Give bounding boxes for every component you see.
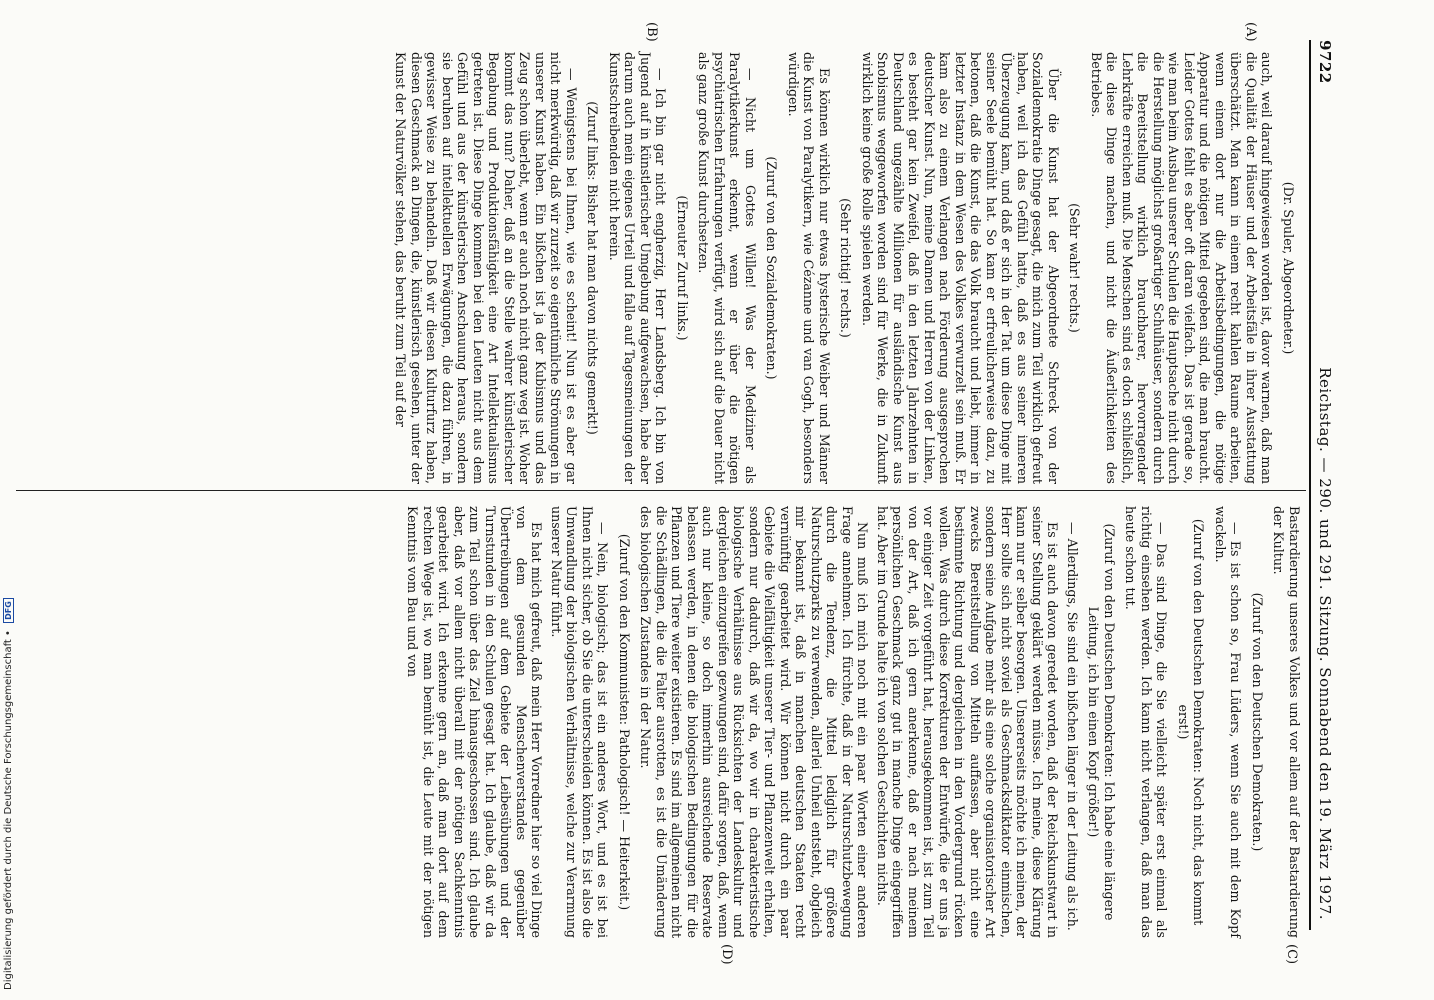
paragraph: — Wenigstens bei Ihnen, wie es scheint! Nun ist es aber gar nicht merkwürdig, daß wir zurzeit so eigentümliche Strömungen in unserer Kunst haben. Ein bißchen ist ja der Kubismus und das Zeug schon überlebt, wenn er auch noch nicht ganz weg ist. Woher kommt das nun? Daher, daß an die Stelle wahrer künstlerischer Begabung und Produktionsfähigkeit eine Art Intellektualismus getreten ist. Diese Dinge kommen bei den Leuten nicht aus dem Gefühl und aus der künstlerischen Anschauung heraus, sondern sie beruhen auf intellektuellen Erwägungen, die dazu führen, in gewisser Weise zu behandeln. Daß wir diesen Kulturfurz haben, diesen Geschmack an Dingen, die, künstlerisch gesehen, unter der Kunst der Naturvölker stehen, das beruht zum Teil auf der (393, 52, 579, 484)
interjection: (Zuruf von den Deutschen Demokraten: Noch nicht, das kommt erst!) (1176, 518, 1207, 926)
paragraph: Nun muß ich mich noch mit ein paar Worten einer anderen Frage annehmen. Ich fürchte, daß in der Naturschutzbewegung durch die Tendenz, die Mittel lediglich für größere Naturschutzparks zu verwenden, allerlei Unheil entsteht, obgleich mir bekannt ist, daß in manchen deutschen Staaten recht vernünftig gearbeitet wird. Wir können nicht durch ein paar Gebiete die Vielfältigkeit unserer Tier- und Pflanzenwelt erhalten, sondern nur dadurch, daß wir da, wo wir in charakteristische biologische Verhältnisse aus Rücksichten der Landeskultur und dergleichen einzugreifen gezwungen sind, dafür sorgen, daß, wenn auch nur kleine, so doch immerhin ausreichende Reservate belassen werden, in denen die biologischen Bedingungen für die Pflanzen und Tiere weiter existieren. Es sind im allgemeinen nicht die Schädlingen, die die Falter ausrotten, es ist die Umänderung des biologischen Zustandes in der Natur. (638, 506, 871, 938)
margin-mark-d: (D) (719, 944, 734, 965)
credit-strip (0, 0, 20, 1000)
digitization-credit (3, 598, 14, 990)
margin-mark-a: (A) (1243, 22, 1258, 42)
right-column (401, 506, 1302, 938)
paragraph: — Nein, biologisch; das ist ein anderes Wort, und es ist bei Ihnen nicht sicher, ob Sie die unterscheiden können. Es ist also die Umwandlung der biologischen Verhältnisse, welche zur Verarmung unserer Natur führt. (549, 506, 611, 938)
paragraph: Es können wirklich nur etwas hysterische Weiber und Männer die Kunst von Paralytikern, wie Cézanne und van Gogh, besonders würdigen. (786, 52, 832, 484)
interjection: (Zuruf von den Sozialdemokraten.) (764, 156, 780, 380)
credit-text: Digitalisierung gefördert durch die Deutsche Forschungsgemeinschaft • (3, 630, 14, 990)
running-title: Reichstag. — 290. und 291. Sitzung. Sonnabend den 19. März 1927. (1316, 367, 1334, 920)
paragraph: — Allerdings, Sie sind ein bißchen länger in der Leitung als ich. (1065, 522, 1080, 931)
paragraph: Über die Kunst hat der Abgeordnete Schreck von der Sozialdemokratie Dinge gesagt, die mich zum Teil wirklich gefreut haben, weil ich das Gefühl hatte, daß es aus seiner inneren Überzeugung kam, und daß er sich in der Tat um diese Dinge mit seiner Seele bemüht hat. So kam er erfreulicherweise dazu, zu betonen, daß die Kunst, die das Volk braucht und liebt, immer in letzter Instanz in dem Wesen des Volkes verwurzelt sein muß. Er kam also zu einem Verlangen nach Förderung ausgesprochen deutscher Kunst. Nun, meine Damen und Herren von der Linken, es besteht gar kein Zweifel, daß in den letzten Jahrzehnten in Deutschland ungezählte Millionen für ausländische Kunst aus Snobismus weggeworfen worden sind für Werke, die in Zukunft wirklich keine große Rolle spielen werden. (860, 52, 1061, 484)
interjection: (Zuruf von den Deutschen Demokraten.) (1250, 592, 1265, 852)
interjection: (Erneuter Zuruf links.) (675, 195, 690, 341)
paragraph: Es ist auch davon geredet worden, daß der Reichskunstwart in seiner Stellung geklärt werden müsse. Ich meine, diese Klärung kann nur er selber besorgen. Unsererseits möchte ich meinen, der Herr sollte sich nicht soviel als Geschmacksdiktator einmischen, sondern seine Aufgabe mehr als eine solche organisatorischer Art zwecks Bereitstellung von Mitteln auffassen, aber nicht eine bestimmte Richtung und dergleichen in den Vordergrund rücken wollen. Was durch diese Korrekturen der Entwürfe, die er uns ja vor einiger Zeit vorgeführt hat, herausgekommen ist, ist zum Teil von der Art, daß ich gern anerkenne, daß er nach meinem persönlichen Geschmack ganz gut in manche Dinge eingegriffen hat. Aber im Grunde halte ich von solchen Geschichten nichts. (875, 506, 1061, 938)
speaker-label: (Dr. Spuler, Abgeordneter.) (1281, 181, 1296, 355)
margin-mark-b: (B) (644, 22, 659, 42)
header-rule (1309, 40, 1311, 930)
left-column (389, 52, 1302, 484)
margin-mark-c: (C) (1284, 944, 1299, 965)
paragraph: — Es ist schon so, Frau Lüders, wenn Sie auch mit dem Kopf wackeln. (1213, 506, 1244, 938)
column-divider (16, 490, 1306, 491)
paragraph: — Ich bin gar nicht engherzig, Herr Landsberg. Ich bin von Jugend auf in künstlerischer Umgebung aufgewachsen, habe aber darum auch mein eigenes Urteil und falle auf Tagesmeinungen der Kunstschreibenden nicht herein. (607, 52, 669, 484)
interjection: (Zuruf von den Deutschen Demokraten: Ich habe eine längere Leitung, ich bin einen Kopf größer!) (1086, 523, 1117, 921)
paragraph: auch, weil darauf hingewiesen worden ist, davor warnen, daß man die Qualität der Häuser und der Arbeitsfäle in ihrer Ausstattung überschätzt. Man kann in einem recht kahlen Raume arbeiten, wenn einem dort nur die Arbeitsbedingungen, die nötige Apparatur und die nötigen Mittel gegeben sind, die man braucht. Leider Gottes fehlt es aber oft daran vielfach. Das ist gerade so, wie man beim Ausbau unserer Schulen die Hauptsache nicht durch die Herstellung möglichst großartiger Schulhäuser, sondern durch die Bereitstellung wirklich brauchbarer, hervorragender Lehrkräfte erreichen muß. Die Menschen sind es doch schließlich, die diese Dinge machen, und nicht die Äußerlichkeiten des Betriebes. (1089, 52, 1275, 484)
paragraph: — Nicht um Gottes Willen! Was der Mediziner als Paralytikerkunst erkennt, wenn er über die nötigen psychiatrischen Erfahrungen verfügt, wird sich auf die Dauer nicht als ganz große Kunst durchsetzen. (696, 52, 758, 484)
interjection: (Zuruf von den Kommunisten: Pathologisch! — Heiterkeit.) (617, 533, 632, 911)
paragraph: Es hat mich gefreut, daß mein Herr Vorredner hier so viel Dinge von dem gesunden Menschenverstandes gegenüber Übertreibungen auf dem Gebiete der Leibesübungen und der Turnstunden in den Schulen gesagt hat. Ich glaube, daß wir da zum Teil schon über das Ziel hinausgeschossen sind. Ich glaube aber, daß vor allem nicht überall mit der nötigen Sachkenntnis gearbeitet wird. Ich erkenne gern an, daß man dort auf dem rechten Wege ist, wo man bemüht ist, die Leute mit der nötigen Kenntnis vom Bau und von (405, 506, 545, 938)
page-number: 9722 (1316, 40, 1334, 84)
paragraph: — Das sind Dinge, die Sie vielleicht später erst einmal als richtig einsehen werden. Ich kann nicht verlangen, daß man das heute schon tut. (1123, 506, 1170, 938)
dfg-logo-icon: DFG (3, 598, 14, 623)
interjection: (Zuruf links: Bisher hat man davon nichts gemerkt!) (585, 101, 601, 435)
running-header (1316, 40, 1334, 920)
interjection: (Sehr richtig! rechts.) (838, 198, 854, 338)
interjection: (Sehr wahr! rechts.) (1067, 203, 1083, 333)
paragraph: Bastardierung unseres Volkes und vor allem auf der Bastardierung der Kultur. (1271, 506, 1302, 938)
